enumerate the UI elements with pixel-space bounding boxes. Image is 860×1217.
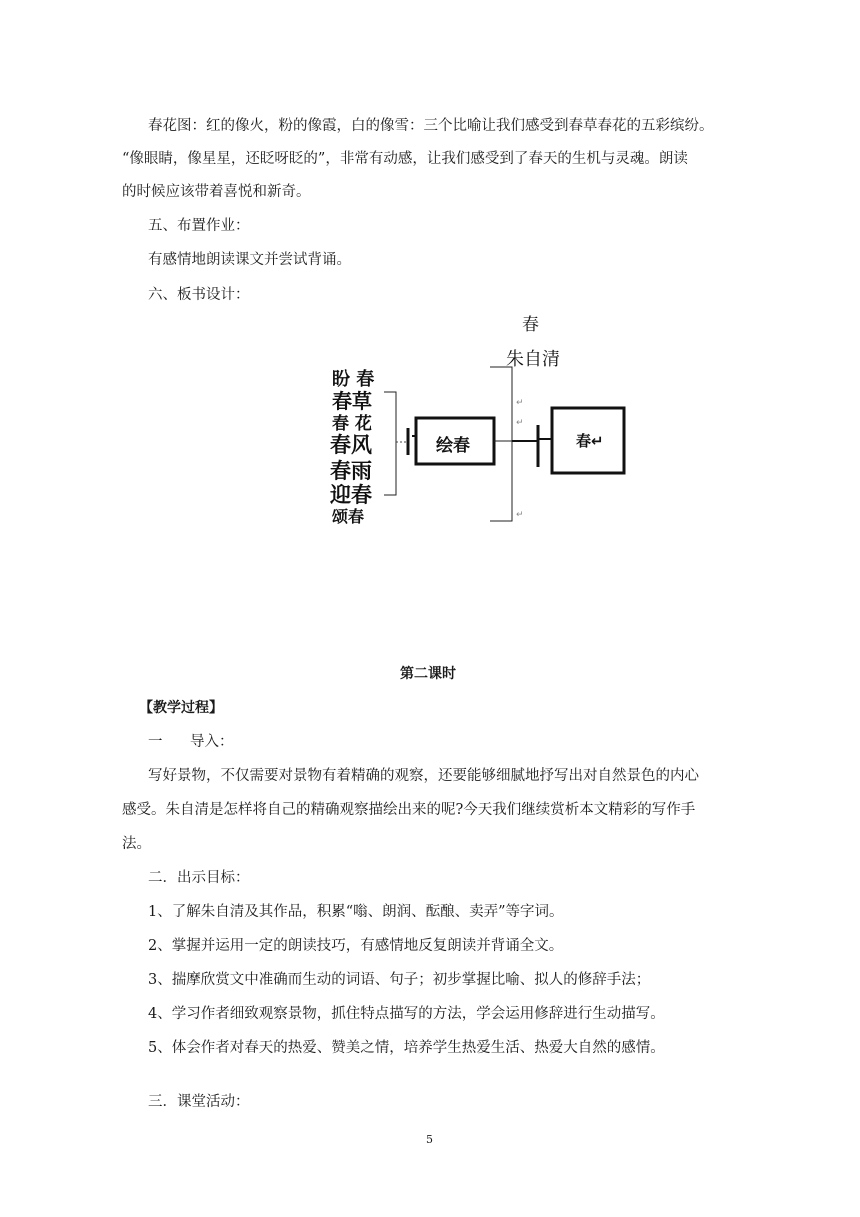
homework-text: 有感情地朗读课文并尝试背诵。 (148, 252, 351, 268)
left-item: 春风 (330, 433, 372, 457)
board-diagram (320, 305, 650, 535)
goals-heading: 二．出示目标： (148, 870, 250, 886)
board-title: 春 (522, 315, 539, 335)
paragraph-line: 的时候应该带着喜悦和新奇。 (122, 184, 311, 200)
lesson-title: 第二课时 (400, 666, 456, 682)
left-item: 盼 春 (332, 369, 375, 390)
activity-heading: 三．课堂活动： (148, 1094, 250, 1110)
left-item: 颂春 (332, 507, 365, 526)
goal-item: 2、掌握并运用一定的朗读技巧，有感情地反复朗读并背诵全文。 (148, 938, 564, 954)
goal-item: 3、揣摩欣赏文中准确而生动的词语、句子；初步掌握比喻、拟人的修辞手法； (148, 972, 651, 988)
return-mark: ↵ (516, 510, 524, 520)
return-mark: ↵ (516, 418, 524, 428)
process-heading: 【教学过程】 (139, 700, 223, 716)
paragraph-line: “像眼睛，像星星，还眨呀眨的”，非常有动感，让我们感受到了春天的生机与灵魂。朗读 (122, 151, 688, 167)
center-box-label: 绘春 (436, 436, 470, 456)
page-number: 5 (426, 1133, 433, 1146)
paragraph-line: 春花图：红的像火，粉的像霞，白的像雪：三个比喻让我们感受到春草春花的五彩缤纷。 (148, 118, 714, 134)
section-heading: 六、板书设计： (148, 287, 250, 303)
goal-item: 1、了解朱自清及其作品，积累“嗡、朗润、酝酿、卖弄”等字词。 (148, 904, 564, 920)
paragraph-line: 感受。朱自清是怎样将自己的精确观察描绘出来的呢?今天我们继续赏析本文精彩的写作手 (122, 802, 696, 818)
left-item: 春草 (332, 389, 372, 413)
section-heading: 五、布置作业： (148, 218, 250, 234)
intro-label: 导入： (190, 734, 234, 750)
paragraph-line: 法。 (122, 836, 151, 852)
board-author: 朱自清 (506, 349, 560, 370)
return-mark: ↵ (516, 398, 524, 408)
right-box-label: 春↵ (576, 432, 604, 450)
left-item: 春 花 (332, 414, 372, 434)
paragraph-line: 写好景物，不仅需要对景物有着精确的观察，还要能够细腻地抒写出对自然景色的内心 (148, 768, 699, 784)
intro-number: 一 (148, 734, 163, 750)
left-item: 春雨 (330, 459, 372, 483)
left-item: 迎春 (330, 483, 372, 507)
goal-item: 4、学习作者细致观察景物，抓住特点描写的方法，学会运用修辞进行生动描写。 (148, 1006, 665, 1022)
goal-item: 5、体会作者对春天的热爱、赞美之情，培养学生热爱生活、热爱大自然的感情。 (148, 1040, 665, 1056)
